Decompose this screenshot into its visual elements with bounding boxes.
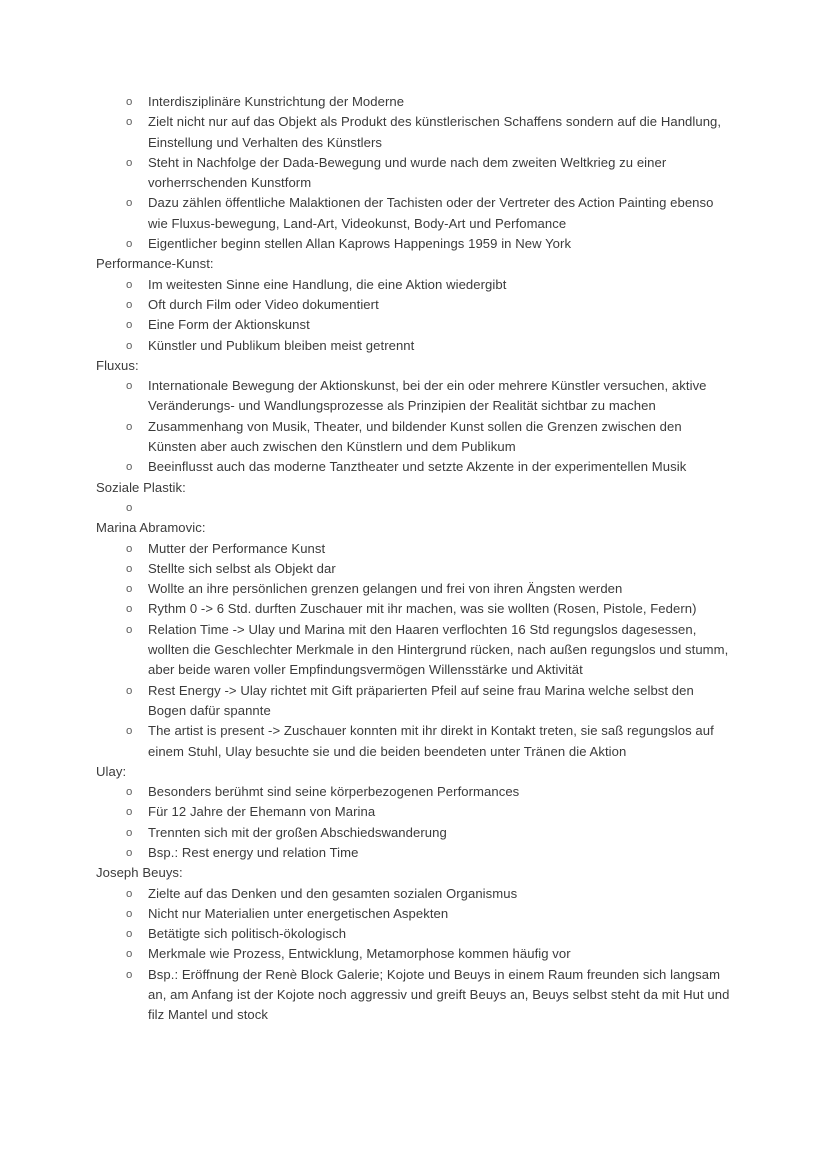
list-item-text: Internationale Bewegung der Aktionskunst, bei der ein oder mehrere Künstler versuchen, aktive Veränderungs- und Wandlungsprozesse als Prinzipien der Realität sichtbar zu machen xyxy=(148,378,707,414)
list-item-text: Bsp.: Eröffnung der Renè Block Galerie; Kojote und Beuys in einem Raum freunden sich langsam an, am Anfang ist der Kojote noch aggressiv und greift Beuys an, Beuys selbst steht da mit Hut und filz Mantel und stock xyxy=(148,966,730,1023)
list-item-text: Dazu zählen öffentliche Malaktionen der Tachisten oder der Vertreter des Action Painting ebenso wie Fluxus-bewegung, Land-Art, Videokunst, Body-Art und Perfomance xyxy=(148,195,714,231)
list-item xyxy=(96,336,730,356)
list-item xyxy=(96,92,730,112)
list-item xyxy=(96,376,730,417)
list-item-text: Rest Energy -> Ulay richtet mit Gift präparierten Pfeil auf seine frau Marina welche selbst den Bogen dafür spannte xyxy=(148,682,694,718)
list-item xyxy=(96,539,730,559)
section-heading: Marina Abramovic: xyxy=(96,520,206,536)
list-item xyxy=(96,965,730,1026)
list-item xyxy=(96,559,730,579)
outline-section xyxy=(96,254,730,355)
bullet-circle-icon: o xyxy=(126,96,133,108)
bullet-list xyxy=(96,884,730,1026)
bullet-circle-icon: o xyxy=(126,562,133,575)
bullet-circle-icon: o xyxy=(126,319,133,332)
list-item-text: The artist is present -> Zuschauer konnten mit ihr direkt in Kontakt treten, sie saß regungslos auf einem Stuhl, Ulay besuchte sie und die beiden beendeten unter Tränen die Aktion xyxy=(148,723,714,759)
list-item xyxy=(96,498,730,518)
bullet-circle-icon: o xyxy=(126,968,133,981)
section-heading: Ulay: xyxy=(96,763,127,779)
list-item-text: Beeinflusst auch das moderne Tanztheater und setzte Akzente in der experimentellen Musik xyxy=(148,459,687,475)
list-item-text: Zielte auf das Denken und den gesamten sozialen Organismus xyxy=(148,885,518,901)
list-item xyxy=(96,234,730,254)
list-item-text: Interdisziplinäre Kunstrichtung der Moderne xyxy=(148,94,405,109)
list-item xyxy=(96,681,730,722)
list-item xyxy=(96,599,730,619)
bullet-circle-icon: o xyxy=(126,156,133,169)
list-item-text: Mutter der Performance Kunst xyxy=(148,540,326,556)
list-item-text: Steht in Nachfolge der Dada-Bewegung und wurde nach dem zweiten Weltkrieg zu einer vorherrschenden Kunstform xyxy=(148,154,667,191)
list-item xyxy=(96,417,730,458)
list-item xyxy=(96,944,730,964)
list-item xyxy=(96,457,730,477)
list-item-text: Betätigte sich politisch-ökologisch xyxy=(148,926,347,942)
outline-section xyxy=(96,518,730,762)
list-item-text: Oft durch Film oder Video dokumentiert xyxy=(148,296,379,312)
list-item-text: Merkmale wie Prozess, Entwicklung, Metamorphose kommen häufig vor xyxy=(148,946,571,962)
list-item xyxy=(96,802,730,822)
list-item-text: Wollte an ihre persönlichen grenzen gelangen und frei von ihren Ängsten werden xyxy=(148,581,623,597)
list-item-text: Trennten sich mit der großen Abschiedswanderung xyxy=(148,824,447,840)
list-item xyxy=(96,620,730,681)
bullet-circle-icon: o xyxy=(126,238,133,251)
list-item-text: Stellte sich selbst als Objekt dar xyxy=(148,560,336,576)
bullet-circle-icon: o xyxy=(126,116,133,129)
list-item xyxy=(96,721,730,762)
outline-section xyxy=(96,478,730,519)
bullet-circle-icon: o xyxy=(126,461,133,474)
list-item xyxy=(96,884,730,904)
list-item xyxy=(96,782,730,802)
bullet-circle-icon: o xyxy=(126,928,133,941)
list-item xyxy=(96,295,730,315)
list-item-text: Im weitesten Sinne eine Handlung, die eine Aktion wiedergibt xyxy=(148,276,507,292)
bullet-list xyxy=(96,92,730,254)
bullet-circle-icon: o xyxy=(126,583,133,596)
bullet-circle-icon: o xyxy=(126,887,133,900)
list-item xyxy=(96,924,730,944)
list-item xyxy=(96,823,730,843)
list-item-text: Eigentlicher beginn stellen Allan Kaprows Happenings 1959 in New York xyxy=(148,236,572,252)
section-heading: Soziale Plastik: xyxy=(96,479,186,495)
document-body xyxy=(96,92,730,1026)
bullet-list xyxy=(96,275,730,356)
bullet-circle-icon: o xyxy=(126,786,133,799)
bullet-circle-icon: o xyxy=(126,846,133,859)
list-item-text xyxy=(148,498,730,518)
bullet-list xyxy=(96,498,730,518)
outline-section xyxy=(96,356,730,478)
bullet-circle-icon: o xyxy=(126,684,133,697)
list-item xyxy=(96,153,730,194)
bullet-circle-icon: o xyxy=(126,278,133,291)
list-item-text: Bsp.: Rest energy und relation Time xyxy=(148,844,359,860)
list-item xyxy=(96,193,730,234)
outline-section xyxy=(96,863,730,1025)
bullet-circle-icon: o xyxy=(126,623,133,636)
list-item-text: Nicht nur Materialien unter energetischen Aspekten xyxy=(148,905,449,921)
bullet-circle-icon: o xyxy=(126,725,133,738)
list-item xyxy=(96,579,730,599)
bullet-circle-icon: o xyxy=(126,339,133,352)
section-heading: Performance-Kunst: xyxy=(96,256,214,272)
list-item-text: Für 12 Jahre der Ehemann von Marina xyxy=(148,804,376,820)
list-item-text: Zusammenhang von Musik, Theater, und bildender Kunst sollen die Grenzen zwischen den Künsten aber auch zwischen den Künstlern und dem Publikum xyxy=(148,418,682,455)
list-item xyxy=(96,843,730,863)
bullet-circle-icon: o xyxy=(126,948,133,961)
list-item xyxy=(96,112,730,153)
list-item xyxy=(96,275,730,295)
list-item-text: Rythm 0 -> 6 Std. durften Zuschauer mit ihr machen, was sie wollten (Rosen, Pistole, Federn) xyxy=(148,601,697,617)
outline-section xyxy=(96,762,730,863)
list-item-text: Zielt nicht nur auf das Objekt als Produkt des künstlerischen Schaffens sondern auf die Handlung, Einstellung und Verhalten des Künstlers xyxy=(148,114,722,150)
bullet-circle-icon: o xyxy=(126,197,133,210)
section-heading: Fluxus: xyxy=(96,357,139,373)
list-item-text: Eine Form der Aktionskunst xyxy=(148,317,310,333)
list-item xyxy=(96,904,730,924)
bullet-circle-icon: o xyxy=(126,603,133,616)
bullet-circle-icon: o xyxy=(126,806,133,819)
bullet-circle-icon: o xyxy=(126,907,133,920)
bullet-circle-icon: o xyxy=(126,542,133,555)
list-item-text: Künstler und Publikum bleiben meist getrennt xyxy=(148,337,415,353)
bullet-circle-icon: o xyxy=(126,380,133,393)
list-item-text: Besonders berühmt sind seine körperbezogenen Performances xyxy=(148,784,520,800)
list-item xyxy=(96,315,730,335)
bullet-circle-icon: o xyxy=(126,298,133,311)
bullet-list xyxy=(96,539,730,762)
outline-section xyxy=(96,92,730,254)
bullet-list xyxy=(96,782,730,863)
bullet-circle-icon: o xyxy=(126,826,133,839)
bullet-circle-icon: o xyxy=(126,501,133,514)
list-item-text: Relation Time -> Ulay und Marina mit den Haaren verflochten 16 Std regungslos dagesessen, wollten die Geschlechter Merkmale in den Hintergrund rücken, nach außen regungslos und stumm, aber beide waren voller Empfindungsvermögen Willensstärke und Aktivität xyxy=(148,621,729,678)
section-heading: Joseph Beuys: xyxy=(96,865,183,881)
bullet-circle-icon: o xyxy=(126,420,133,433)
bullet-list xyxy=(96,376,730,477)
